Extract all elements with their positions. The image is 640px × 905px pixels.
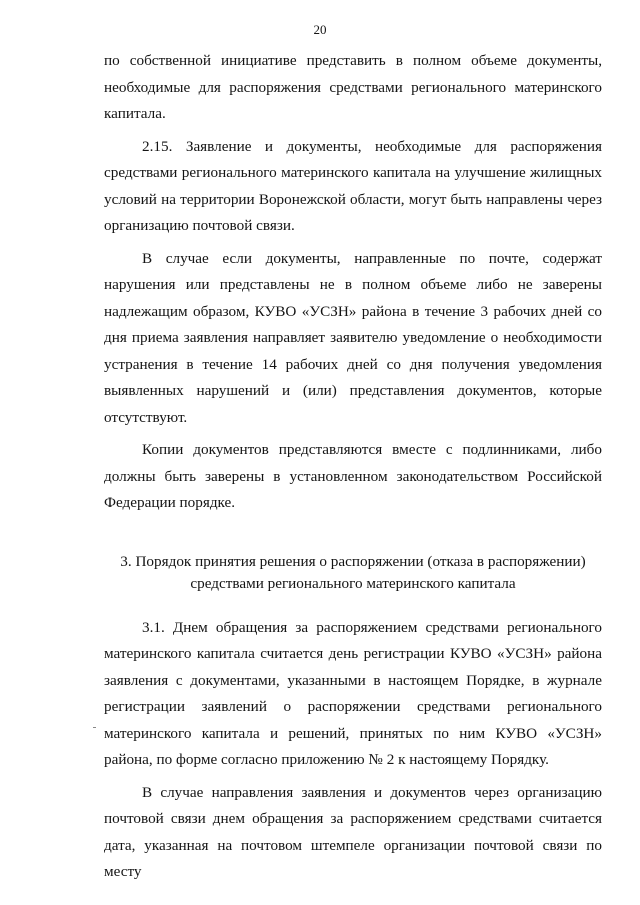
paragraph-3-1: 3.1. Днем обращения за распоряжением средствами регионального материнского капитала считается день регистрации КУВО «УСЗН» района заявления с документами, указанными в настоящем Порядке, в журнале регистрации заявлений о распоряжении средствами регионального материнского капитала и решений, принятых по ним КУВО «УСЗН» района, по форме согласно приложению № 2 к настоящему Порядку. xyxy=(104,618,602,768)
paragraph-2-15: 2.15. Заявление и документы, необходимые для распоряжения средствами регионального материнского капитала на улучшение жилищных условий на территории Воронежской области, могут быть направлены через организацию почтовой связи. xyxy=(104,137,602,234)
page-number: 20 xyxy=(313,22,327,37)
section-heading-line-2: средствами регионального материнского капитала xyxy=(190,574,516,592)
section-heading xyxy=(104,551,602,595)
paragraph-copies: Копии документов представляются вместе с подлинниками, либо должны быть заверены в установленном законодательством Российской Федерации порядке. xyxy=(104,441,602,511)
document-body xyxy=(104,48,602,892)
section-heading-line-1: 3. Порядок принятия решения о распоряжении (отказа в распоряжении) xyxy=(120,552,586,570)
paragraph-postal-violations: В случае если документы, направленные по почте, содержат нарушения или представлены не в полном объеме либо не заверены надлежащим образом, КУВО «УСЗН» района в течение 3 рабочих дней со дня приема заявления направляет заявителю уведомление о необходимости устранения в течение 14 рабочих дней со дня получения уведомления выявленных нарушений и (или) представления документов, которые отсутствуют. xyxy=(104,249,602,426)
paragraph-postal-date: В случае направления заявления и документов через организацию почтовой связи днем обращения за распоряжением средствами считается дата, указанная на почтовом штемпеле организации почтовой связи по месту xyxy=(104,783,602,880)
margin-mark xyxy=(93,727,96,728)
paragraph-continuation: по собственной инициативе представить в полном объеме документы, необходимые для распоряжения средствами регионального материнского капитала. xyxy=(104,52,602,122)
